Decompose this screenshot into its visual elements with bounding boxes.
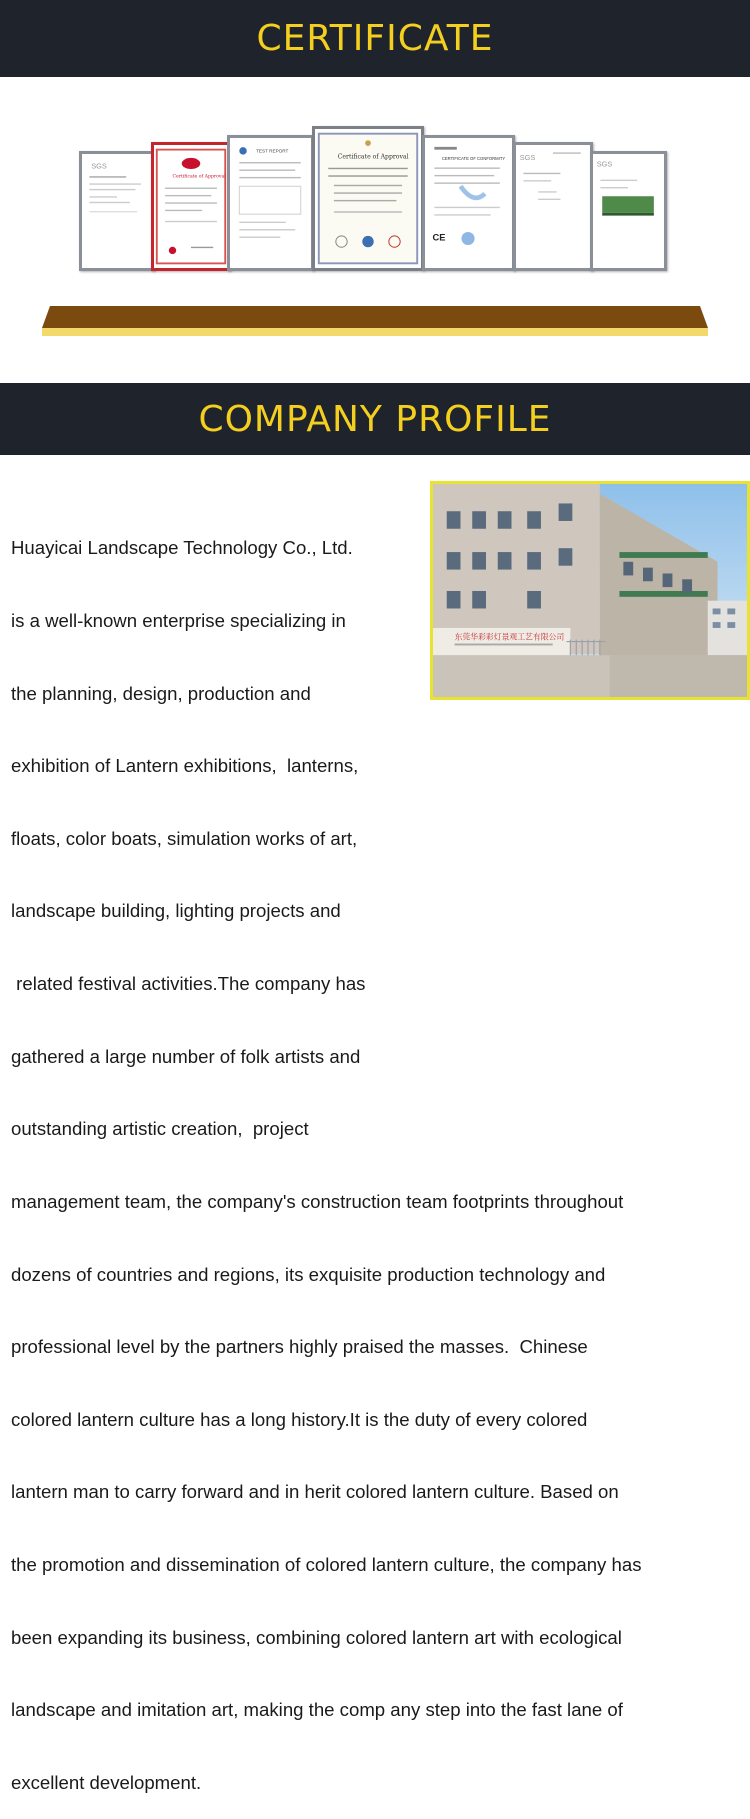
profile-line: the planning, design, production and xyxy=(11,682,311,704)
profile-line: gathered a large number of folk artists and xyxy=(11,1045,361,1067)
sgs-report-1-header: SGS xyxy=(91,161,107,171)
sgs-report-2-image xyxy=(513,142,593,271)
test-report-image xyxy=(227,135,314,271)
shelf-base xyxy=(42,306,708,336)
profile-line: lantern man to carry forward and in herit colored lantern culture. Based on xyxy=(11,1481,619,1503)
profile-line: related festival activities.The company has xyxy=(11,973,366,995)
certificate-gallery xyxy=(0,126,750,272)
saa-certificate-image xyxy=(151,142,231,271)
certificate-banner xyxy=(0,0,750,77)
ce-certificate-image xyxy=(422,135,515,271)
sgs-report-3-header: SGS xyxy=(596,159,613,169)
company-profile-banner xyxy=(0,383,750,455)
sgs-report-2-header: SGS xyxy=(519,152,536,162)
profile-line: dozens of countries and regions, its exquisite production technology and xyxy=(11,1263,606,1285)
certificate-title: CERTIFICATE xyxy=(256,18,494,59)
profile-line: management team, the company's construction team footprints throughout xyxy=(11,1190,624,1212)
profile-line: landscape building, lighting projects and xyxy=(11,900,341,922)
saa-certificate-header: Certificate of Approval xyxy=(172,174,226,180)
company-sign-text: 东莞华彩彩灯景观工艺有限公司 xyxy=(454,632,565,642)
profile-line: landscape and imitation art, making the comp any step into the fast lane of xyxy=(11,1699,623,1721)
profile-line: excellent development. xyxy=(11,1771,202,1793)
profile-line: Huayicai Landscape Technology Co., Ltd. xyxy=(11,537,353,559)
company-profile-text xyxy=(11,488,746,1819)
ce-certificate-header: CERTIFICATE OF CONFORMITY xyxy=(441,155,506,161)
certificate-of-approval-image xyxy=(312,126,424,271)
profile-line: is a well-known enterprise specializing in xyxy=(11,610,346,632)
test-report-header: TEST REPORT xyxy=(256,148,289,154)
profile-line: professional level by the partners highly praised the masses. Chinese xyxy=(11,1336,588,1358)
sgs-report-3-image xyxy=(590,151,667,271)
sgs-report-1-image xyxy=(79,151,155,271)
profile-line: the promotion and dissemination of colored lantern culture, the company has xyxy=(11,1553,642,1575)
company-profile-title: COMPANY PROFILE xyxy=(198,398,552,440)
certificate-of-approval-header: Certificate of Approval xyxy=(337,153,409,161)
profile-line: floats, color boats, simulation works of art, xyxy=(11,827,358,849)
profile-line: outstanding artistic creation, project xyxy=(11,1118,309,1140)
ce-mark: CE xyxy=(432,232,446,243)
profile-line: colored lantern culture has a long history.It is the duty of every colored xyxy=(11,1408,588,1430)
profile-line: exhibition of Lantern exhibitions, lanterns, xyxy=(11,755,359,777)
profile-line: been expanding its business, combining colored lantern art with ecological xyxy=(11,1626,622,1648)
